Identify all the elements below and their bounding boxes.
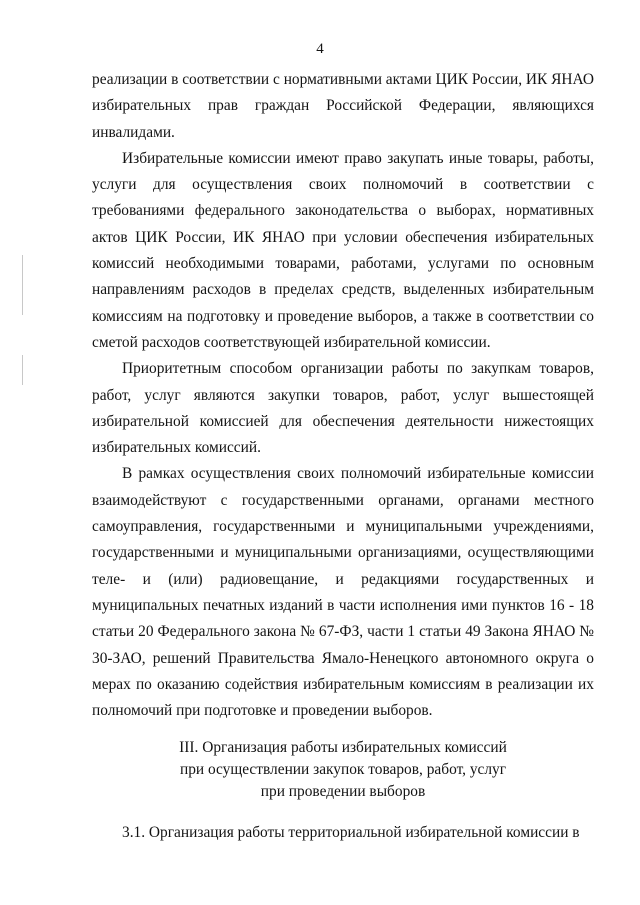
paragraph-2: Избирательные комиссии имеют право закупать иные товары, работы, услуги для осуществления своих полномочий в соответствии с требованиями федерального законодательства о выборах, нормативных актов ЦИК России, ИК ЯНАО при условии обеспечения избирательных комиссий необходимыми товарами, работами, услугами по основным направлениям расходов в пределах средств, выделенных избирательным комиссиям на подготовку и проведение выборов, а также в соответствии со сметой расходов соответствующей избирательной комиссии. — [92, 149, 594, 351]
section-heading-line-3: при проведении выборов — [260, 783, 426, 800]
section-heading — [92, 737, 594, 803]
paragraph-1: реализации в соответствии с нормативными актами ЦИК России, ИК ЯНАО избирательных прав граждан Российской Федерации, являющихся инвалидами. — [92, 71, 594, 141]
scan-artifact-left — [22, 255, 23, 315]
section-heading-line-2: при осуществлении закупок товаров, работ, услуг — [179, 761, 507, 778]
section-heading-line-1: III. Организация работы избирательных комиссий — [179, 739, 507, 756]
paragraph-3: Приоритетным способом организации работы по закупкам товаров, работ, услуг являются закупки товаров, работ, услуг вышестоящей избирательной комиссией для обеспечения деятельности нижестоящих избирательных комиссий. — [92, 360, 594, 457]
scan-artifact-left-lower — [22, 355, 23, 385]
paragraph-4: В рамках осуществления своих полномочий избирательные комиссии взаимодействуют с государственными органами, органами местного самоуправления, государственными и муниципальными учреждениями, государственными и муниципальными организациями, осуществляющими теле- и (или) радиовещание, и редакциями государственных и муниципальных печатных изданий в части исполнения ими пунктов 16 - 18 статьи 20 Федерального закона № 67-ФЗ, части 1 статьи 49 Закона ЯНАО № 30-ЗАО, решений Правительства Ямало-Ненецкого автономного округа о мерах по оказанию содействия избирательным комиссиям в реализации их полномочий при подготовке и проведении выборов. — [92, 465, 594, 720]
subsection-heading: 3.1. Организация работы территориальной избирательной комиссии в — [122, 824, 580, 841]
body-text — [92, 67, 594, 724]
page-number: 4 — [316, 41, 324, 57]
